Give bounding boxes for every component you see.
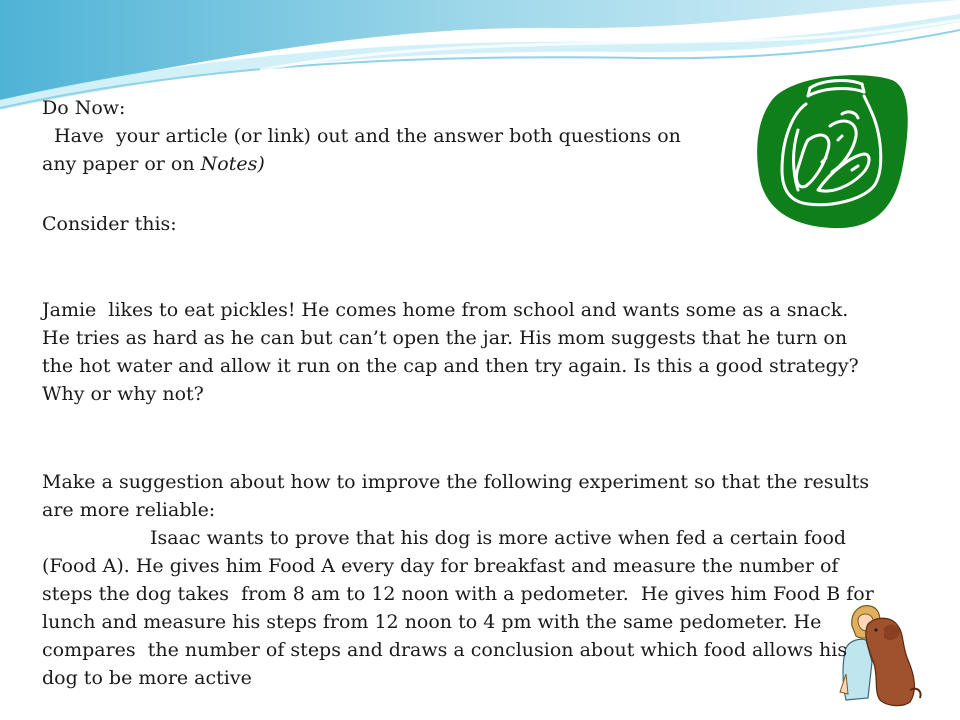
do-now-line-2-text: any paper or on <box>42 153 201 175</box>
question-1-line: the hot water and allow it run on the cap and then try again. Is this a good strategy? <box>42 355 859 377</box>
question-2-body-line: (Food A). He gives him Food A every day for breakfast and measure the number of <box>42 555 839 577</box>
question-2-body-line: steps the dog takes from 8 am to 12 noon with a pedometer. He gives him Food B for <box>42 583 874 605</box>
question-2-prompt-line: are more reliable: <box>42 499 216 521</box>
question-1 <box>42 296 859 408</box>
do-now-heading: Do Now: <box>42 97 126 119</box>
pickle-jar-icon <box>752 70 914 232</box>
do-now-section <box>42 94 681 178</box>
consider-heading: Consider this: <box>42 213 177 235</box>
question-2-body-line: dog to be more active <box>42 667 252 689</box>
question-1-line: He tries as hard as he can but can’t open the jar. His mom suggests that he turn on <box>42 327 848 349</box>
question-2-body-line: Isaac wants to prove that his dog is more active when fed a certain food <box>150 527 847 549</box>
notes-italic: Notes) <box>200 153 265 175</box>
question-1-line: Jamie likes to eat pickles! He comes home from school and wants some as a snack. <box>42 299 849 321</box>
question-2 <box>42 468 874 692</box>
do-now-line-2 <box>42 150 681 178</box>
question-2-body-line: compares the number of steps and draws a conclusion about which food allows his <box>42 639 848 661</box>
consider-section <box>42 210 177 238</box>
question-2-prompt-line: Make a suggestion about how to improve the following experiment so that the results <box>42 471 870 493</box>
question-1-line: Why or why not? <box>42 383 204 405</box>
question-2-body-line: lunch and measure his steps from 12 noon to 4 pm with the same pedometer. He <box>42 611 822 633</box>
do-now-line-1: Have your article (or link) out and the answer both questions on <box>54 125 681 147</box>
